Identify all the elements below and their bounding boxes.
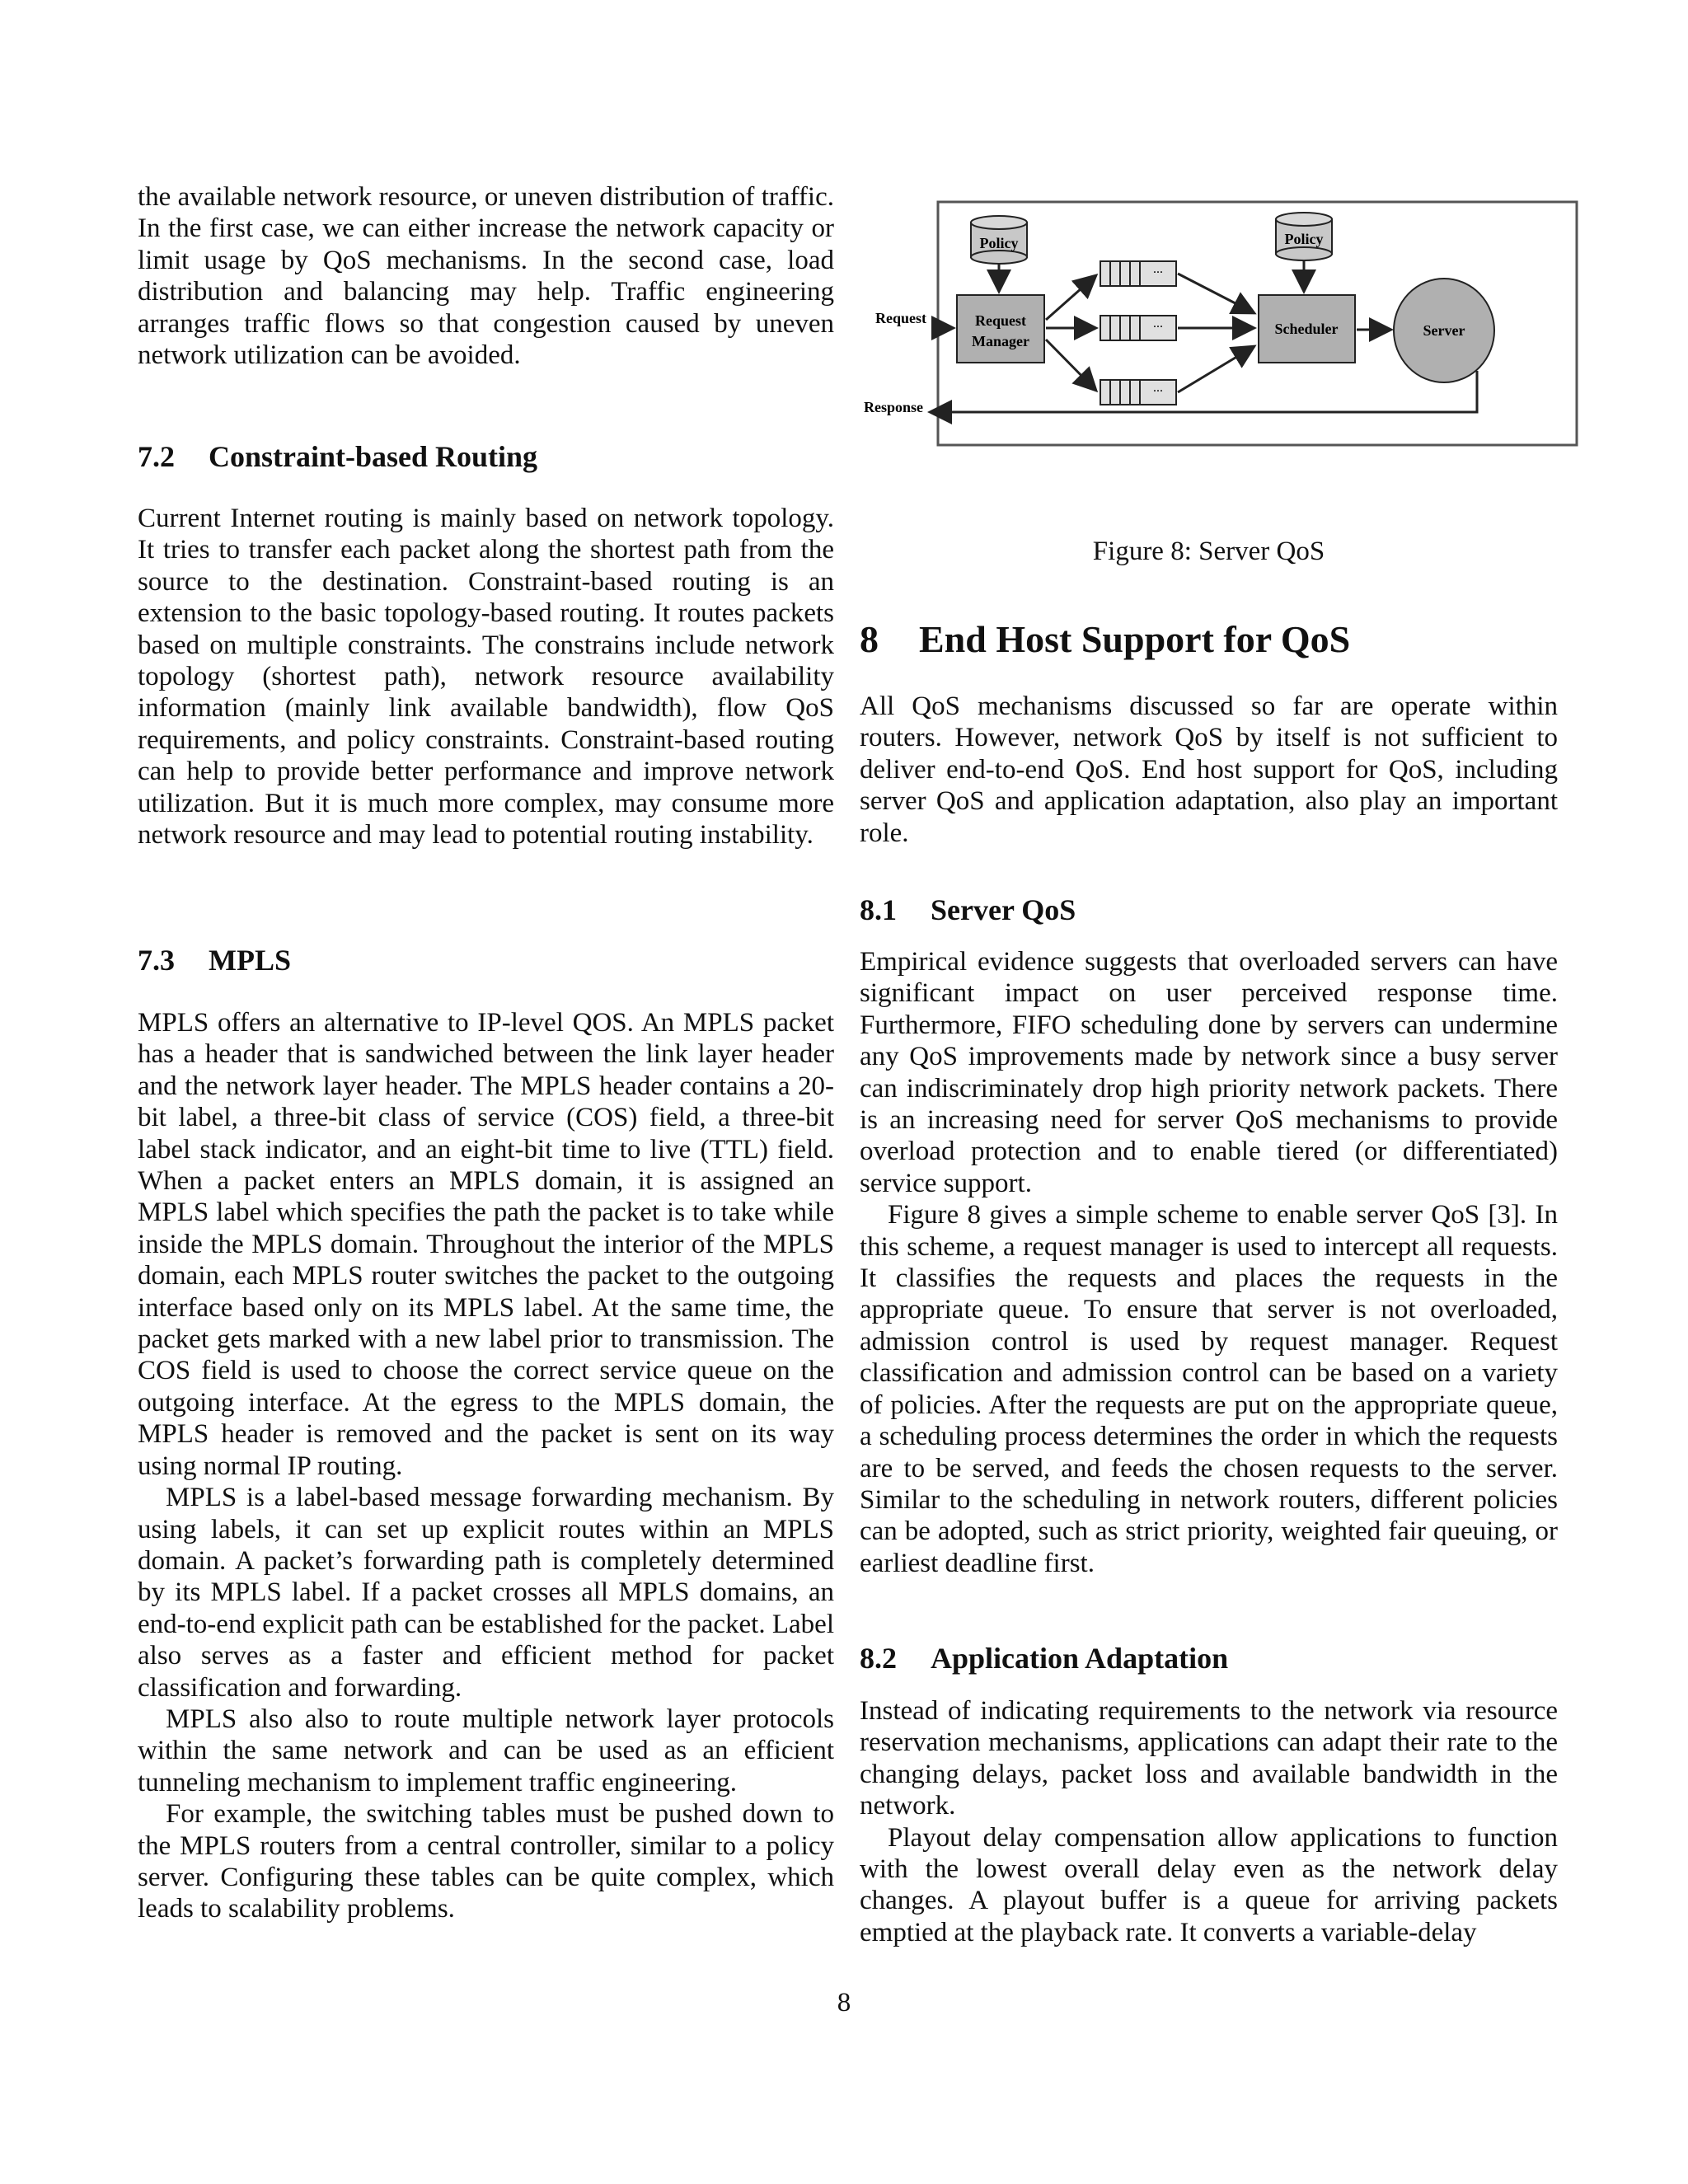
- mpls-paragraph: MPLS also also to route multiple network layer protocols within the same network and can be used as an efficient tunneling mechanism to implement traffic engineering.: [138, 1704, 834, 1797]
- server-qos-figure: [857, 198, 1582, 453]
- server-qos-diagram: [857, 198, 1582, 453]
- section-title: Application Adaptation: [931, 1642, 1229, 1675]
- request-manager-label: Request: [975, 312, 1026, 329]
- section-title: MPLS: [209, 944, 292, 977]
- policy-left-icon: [971, 216, 1027, 264]
- policy-left-label: Policy: [979, 235, 1019, 251]
- section-number: 8: [860, 618, 879, 660]
- server-qos-paragraph: Figure 8 gives a simple scheme to enable server QoS [3]. In this scheme, a request manager is used to intercept all requests. It classifies the requests and places the requests in the appropriate queue. To ensure that server is not overloaded, admission control is used by request manager. Request classification and admission control can be based on a variety of policies. After the requests are put on the appropriate queue, a scheduling process determines the order in which the requests are to be served, and feeds the chosen requests to the server. Similar to the scheduling in network routers, different policies can be adopted, such as strict priority, weighted fair queuing, or earliest deadline first.: [860, 1200, 1558, 1578]
- queue-ellipsis: ...: [1153, 381, 1163, 395]
- server-qos-paragraph: Empirical evidence suggests that overloaded servers can have significant impact on user perceived response time. Furthermore, FIFO scheduling done by servers can undermine any QoS improvements made by network since a busy server can indiscriminately drop high priority network packets. There is an increasing need for server QoS mechanisms to provide overload protection and to enable tiered (or differentiated) service support.: [860, 947, 1558, 1198]
- constraint-routing-paragraph: Current Internet routing is mainly based on network topology. It tries to transfer each packet along the shortest path from the source to the destination. Constraint-based routing is an extension to the basic topology-based routing. It routes packets based on multiple constraints. The constrains include network topology (shortest path), network resource availability information (mainly link available bandwidth), flow QoS requirements, and policy constraints. Constraint-based routing can help to provide better performance and improve network utilization. But it is much more complex, may consume more network resource and may lead to potential routing instability.: [138, 504, 834, 851]
- section-8-1-heading: [860, 893, 1076, 926]
- section-number: 7.2: [138, 440, 175, 473]
- section-7-3-heading: [138, 944, 291, 977]
- policy-right-label: Policy: [1284, 231, 1324, 247]
- server-qos-body: [860, 946, 1558, 1579]
- adaptation-paragraph: Instead of indicating requirements to the network via resource reservation mechanisms, applications can adapt their rate to the changing delays, packet loss and available bandwidth in the network.: [860, 1696, 1558, 1821]
- response-label: Response: [864, 399, 924, 415]
- request-manager-box: [957, 295, 1044, 363]
- section-number: 8.1: [860, 893, 897, 926]
- section-8-heading: [860, 618, 1350, 661]
- section-title: End Host Support for QoS: [919, 618, 1351, 660]
- mpls-paragraph: MPLS offers an alternative to IP-level QOS. An MPLS packet has a header that is sandwiched between the link layer header and the network layer header. The MPLS header contains a 20-bit label, a three-bit class of service (COS) field, a three-bit label stack indicator, and an eight-bit time to live (TTL) field. When a packet enters an MPLS domain, it is assigned an MPLS label which specifies the path the packet is to take while inside the MPLS domain. Throughout the interior of the MPLS domain, each MPLS router switches the packet to the outgoing interface based only on its MPLS label. At the same time, the packet gets marked with a new label prior to transmission. The COS field is used to choose the correct service queue on the outgoing interface. At the egress to the MPLS domain, the MPLS header is removed and the packet is sent on its way using normal IP routing.: [138, 1008, 834, 1481]
- section-title: Server QoS: [931, 893, 1076, 926]
- page-number: 8: [837, 1988, 851, 2018]
- section-8-2-heading: [860, 1642, 1228, 1675]
- intro-paragraph: the available network resource, or uneven distribution of traffic. In the first case, we can either increase the network capacity or limit usage by QoS mechanisms. In the second case, load distribution and balancing may help. Traffic engineering arranges traffic flows so that congestion caused by uneven network utilization can be avoided.: [138, 182, 834, 371]
- mpls-body: [138, 1007, 834, 1925]
- figure-caption: Figure 8: Server QoS: [1092, 537, 1325, 566]
- request-label: Request: [875, 310, 926, 326]
- request-manager-label: Manager: [972, 333, 1029, 349]
- end-host-paragraph: All QoS mechanisms discussed so far are operate within routers. However, network QoS by itself is not sufficient to deliver end-to-end QoS. End host support for QoS, including server QoS and application adaptation, also play an important role.: [860, 691, 1558, 848]
- section-number: 8.2: [860, 1642, 897, 1675]
- queue-top: [1100, 261, 1176, 286]
- mpls-paragraph: For example, the switching tables must be pushed down to the MPLS routers from a central controller, similar to a policy server. Configuring these tables can be quite complex, which leads to scalability problems.: [138, 1799, 834, 1924]
- policy-right-icon: [1276, 213, 1332, 260]
- queue-ellipsis: ...: [1153, 262, 1163, 276]
- application-adaptation-body: [860, 1695, 1558, 1948]
- section-number: 7.3: [138, 944, 175, 977]
- section-7-2-heading: [138, 440, 537, 473]
- section-title: Constraint-based Routing: [209, 440, 538, 473]
- server-label: Server: [1423, 322, 1465, 339]
- queue-bottom: [1100, 380, 1176, 405]
- queue-middle: [1100, 316, 1176, 340]
- adaptation-paragraph: Playout delay compensation allow applications to function with the lowest overall delay even as the network delay changes. A playout buffer is a queue for arriving packets emptied at the playback rate. It converts a variable-delay: [860, 1822, 1558, 1947]
- scheduler-label: Scheduler: [1274, 321, 1339, 337]
- mpls-paragraph: MPLS is a label-based message forwarding mechanism. By using labels, it can set up explicit routes within an MPLS domain. A packet’s forwarding path is completely determined by its MPLS label. If a packet crosses all MPLS domains, an end-to-end explicit path can be established for the packet. Label also serves as a faster and efficient method for packet classification and forwarding.: [138, 1483, 834, 1703]
- queue-ellipsis: ...: [1153, 316, 1163, 330]
